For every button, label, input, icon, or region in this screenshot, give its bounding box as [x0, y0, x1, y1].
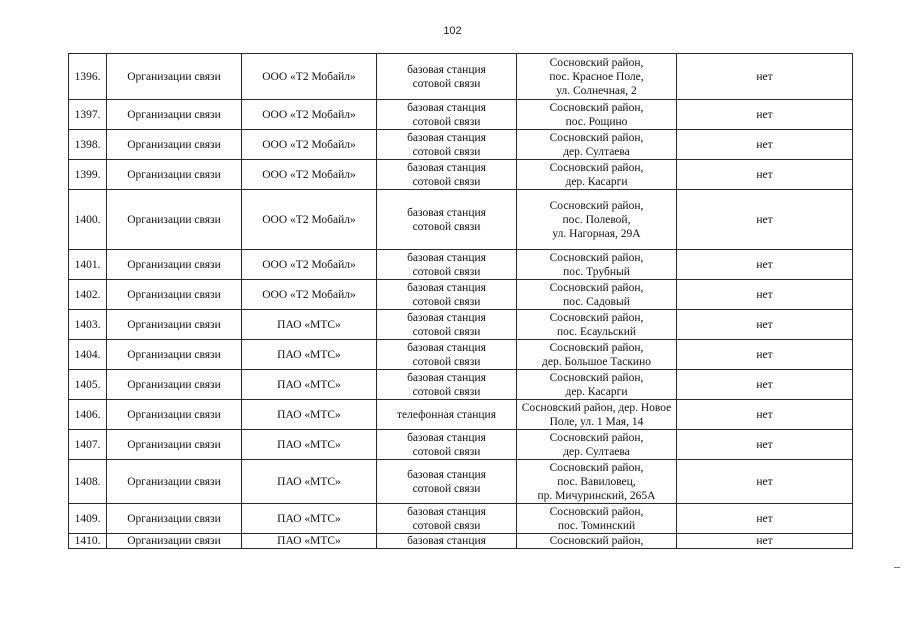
table-row: [69, 370, 853, 400]
table-row: [69, 430, 853, 460]
row-value: нет: [677, 400, 853, 430]
address-line: пос. Трубный: [563, 265, 630, 278]
address-line: пос. Красное Поле,: [549, 70, 644, 83]
address-line: дер. Касарги: [565, 175, 628, 188]
row-category: Организации связи: [107, 280, 242, 310]
row-owner: ООО «Т2 Мобайл»: [242, 160, 377, 190]
row-object: [377, 190, 517, 250]
row-owner: ПАО «МТС»: [242, 460, 377, 504]
address-line: Поле, ул. 1 Мая, 14: [549, 415, 644, 428]
row-address: [517, 54, 677, 100]
row-address: [517, 130, 677, 160]
address-line: пос. Вавиловец,: [557, 475, 636, 488]
row-object: [377, 370, 517, 400]
row-category: Организации связи: [107, 160, 242, 190]
table-row: [69, 280, 853, 310]
row-value: нет: [677, 504, 853, 534]
address-line: Сосновский район, дер. Новое: [521, 401, 672, 414]
object-line: базовая станция: [407, 431, 486, 444]
object-line: базовая станция: [407, 206, 486, 219]
row-number: 1401.: [69, 250, 107, 280]
scan-mark: [894, 567, 900, 568]
table-row: [69, 400, 853, 430]
object-line: базовая станция: [407, 63, 486, 76]
object-line: сотовой связи: [412, 115, 481, 128]
row-address: [517, 280, 677, 310]
row-category: Организации связи: [107, 130, 242, 160]
object-line: сотовой связи: [412, 77, 481, 90]
row-value: нет: [677, 130, 853, 160]
address-line: Сосновский район,: [549, 341, 644, 354]
registry-rows: [69, 54, 853, 549]
row-owner: ПАО «МТС»: [242, 310, 377, 340]
table-row: [69, 100, 853, 130]
object-line: сотовой связи: [412, 220, 481, 233]
row-category: Организации связи: [107, 54, 242, 100]
row-category: Организации связи: [107, 310, 242, 340]
row-number: 1402.: [69, 280, 107, 310]
address-line: Сосновский район,: [549, 461, 644, 474]
row-value: нет: [677, 340, 853, 370]
row-address: [517, 460, 677, 504]
row-object: [377, 340, 517, 370]
object-line: сотовой связи: [412, 482, 481, 495]
table-row: [69, 190, 853, 250]
row-owner: ПАО «МТС»: [242, 534, 377, 549]
object-line: базовая станция: [407, 131, 486, 144]
object-line: базовая станция: [407, 505, 486, 518]
row-object: [377, 430, 517, 460]
row-value: нет: [677, 534, 853, 549]
row-number: 1404.: [69, 340, 107, 370]
row-owner: ООО «Т2 Мобайл»: [242, 250, 377, 280]
row-owner: ООО «Т2 Мобайл»: [242, 280, 377, 310]
row-object: [377, 100, 517, 130]
row-category: Организации связи: [107, 460, 242, 504]
registry-table: [68, 53, 853, 549]
row-value: нет: [677, 250, 853, 280]
address-line: пос. Садовый: [563, 295, 630, 308]
row-address: [517, 250, 677, 280]
row-object: [377, 534, 517, 549]
table-row: [69, 340, 853, 370]
row-address: [517, 504, 677, 534]
address-line: Сосновский район,: [549, 535, 644, 547]
object-line: сотовой связи: [412, 145, 481, 158]
object-line: сотовой связи: [412, 325, 481, 338]
address-line: Сосновский район,: [549, 161, 644, 174]
object-line: телефонная станция: [396, 408, 497, 421]
row-value: нет: [677, 54, 853, 100]
object-line: базовая станция: [407, 468, 486, 481]
address-line: пос. Есаульский: [556, 325, 637, 338]
row-owner: ПАО «МТС»: [242, 430, 377, 460]
object-line: сотовой связи: [412, 175, 481, 188]
address-line: пос. Томинский: [557, 519, 636, 532]
address-line: Сосновский район,: [549, 505, 644, 518]
row-number: 1398.: [69, 130, 107, 160]
row-object: [377, 460, 517, 504]
row-number: 1409.: [69, 504, 107, 534]
row-owner: ООО «Т2 Мобайл»: [242, 130, 377, 160]
object-line: сотовой связи: [412, 519, 481, 532]
row-number: 1397.: [69, 100, 107, 130]
table-row: [69, 250, 853, 280]
object-line: базовая станция: [407, 371, 486, 384]
address-line: пос. Рощино: [565, 115, 628, 128]
row-value: нет: [677, 430, 853, 460]
row-owner: ООО «Т2 Мобайл»: [242, 190, 377, 250]
address-line: Сосновский район,: [549, 251, 644, 264]
address-line: Сосновский район,: [549, 199, 644, 212]
object-line: базовая станция: [407, 535, 486, 547]
address-line: дер. Султаева: [563, 145, 630, 158]
row-address: [517, 190, 677, 250]
address-line: Сосновский район,: [549, 101, 644, 114]
row-number: 1403.: [69, 310, 107, 340]
address-line: ул. Солнечная, 2: [556, 84, 637, 97]
address-line: дер. Касарги: [565, 385, 628, 398]
row-owner: ООО «Т2 Мобайл»: [242, 54, 377, 100]
row-category: Организации связи: [107, 400, 242, 430]
object-line: базовая станция: [407, 281, 486, 294]
row-category: Организации связи: [107, 190, 242, 250]
row-address: [517, 310, 677, 340]
row-address: [517, 534, 677, 549]
row-category: Организации связи: [107, 370, 242, 400]
row-object: [377, 250, 517, 280]
row-address: [517, 340, 677, 370]
row-category: Организации связи: [107, 430, 242, 460]
object-line: сотовой связи: [412, 265, 481, 278]
row-object: [377, 160, 517, 190]
row-value: нет: [677, 160, 853, 190]
row-address: [517, 370, 677, 400]
table-row: [69, 460, 853, 504]
row-number: 1408.: [69, 460, 107, 504]
row-object: [377, 280, 517, 310]
row-address: [517, 430, 677, 460]
table-row: [69, 130, 853, 160]
row-address: [517, 100, 677, 130]
address-line: Сосновский район,: [549, 431, 644, 444]
row-owner: ПАО «МТС»: [242, 400, 377, 430]
address-line: Сосновский район,: [549, 56, 644, 69]
row-number: 1405.: [69, 370, 107, 400]
table-row: [69, 504, 853, 534]
row-object: [377, 54, 517, 100]
row-category: Организации связи: [107, 504, 242, 534]
row-value: нет: [677, 100, 853, 130]
address-line: ул. Нагорная, 29А: [552, 227, 641, 240]
row-owner: ПАО «МТС»: [242, 370, 377, 400]
row-owner: ООО «Т2 Мобайл»: [242, 100, 377, 130]
address-line: Сосновский район,: [549, 311, 644, 324]
row-object: [377, 130, 517, 160]
object-line: сотовой связи: [412, 355, 481, 368]
address-line: пос. Полевой,: [562, 213, 631, 226]
row-category: Организации связи: [107, 100, 242, 130]
object-line: сотовой связи: [412, 385, 481, 398]
object-line: базовая станция: [407, 341, 486, 354]
row-value: нет: [677, 310, 853, 340]
row-value: нет: [677, 190, 853, 250]
row-number: 1406.: [69, 400, 107, 430]
address-line: Сосновский район,: [549, 281, 644, 294]
row-number: 1407.: [69, 430, 107, 460]
row-value: нет: [677, 280, 853, 310]
address-line: дер. Большое Таскино: [542, 355, 651, 368]
table-row: [69, 534, 853, 549]
row-value: нет: [677, 460, 853, 504]
table-row: [69, 54, 853, 100]
row-address: [517, 160, 677, 190]
row-object: [377, 504, 517, 534]
table-row: [69, 160, 853, 190]
row-value: нет: [677, 370, 853, 400]
page-number: 102: [443, 25, 462, 37]
object-line: базовая станция: [407, 101, 486, 114]
row-category: Организации связи: [107, 250, 242, 280]
row-owner: ПАО «МТС»: [242, 504, 377, 534]
row-number: 1396.: [69, 54, 107, 100]
row-address: [517, 400, 677, 430]
object-line: базовая станция: [407, 251, 486, 264]
address-line: пр. Мичуринский, 265А: [537, 489, 656, 502]
row-number: 1410.: [69, 534, 107, 549]
row-category: Организации связи: [107, 534, 242, 549]
row-object: [377, 400, 517, 430]
object-line: базовая станция: [407, 161, 486, 174]
address-line: Сосновский район,: [549, 131, 644, 144]
row-number: 1399.: [69, 160, 107, 190]
table-row: [69, 310, 853, 340]
object-line: базовая станция: [407, 311, 486, 324]
row-owner: ПАО «МТС»: [242, 340, 377, 370]
row-category: Организации связи: [107, 340, 242, 370]
row-object: [377, 310, 517, 340]
object-line: сотовой связи: [412, 445, 481, 458]
address-line: Сосновский район,: [549, 371, 644, 384]
object-line: сотовой связи: [412, 295, 481, 308]
address-line: дер. Султаева: [563, 445, 630, 458]
row-number: 1400.: [69, 190, 107, 250]
